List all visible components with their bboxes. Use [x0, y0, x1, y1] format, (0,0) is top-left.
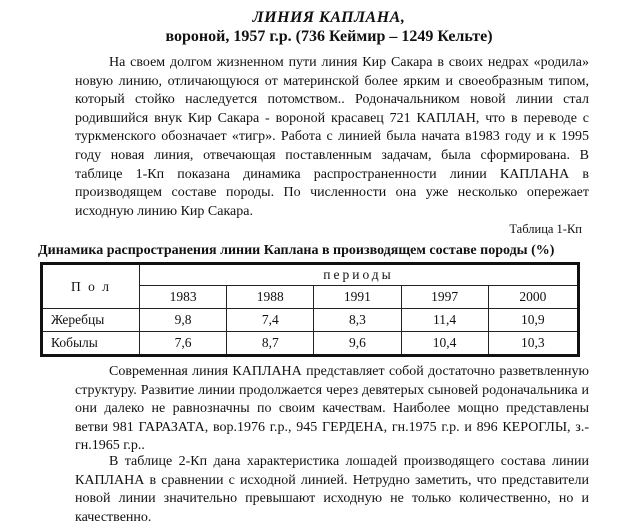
paragraph-comparison-text: В таблице 2-Кп дана характеристика лошадей производящего состава линии КАПЛАНА в сравнении с исходной линией. Нетрудно заметить, что представители новой линии значительно превышают исходную не только количественно, но и качественно. [75, 454, 589, 525]
paragraph-intro-text: На своем долгом жизненном пути линия Кир Сакара в своих недрах «родила» новую линию, отличающуюся от материнской более ярким и своеобразным типом, который стойко наследуется потомством.. Родоначальником новой линии стал родившийся внук Кир Сакара - вороной красавец 721 КАПЛАН, что в переводе с туркменского обозначает «тигр». Работа с линией была начата в1983 году и к 1995 году новая линия, отвечающая поставленным задачам, была сформирована. В таблице 1-Кп показана динамика распространенности линии КАПЛАНА в производящем составе породы. По численности она уже несколько опережает исходную линию Кир Сакара. [75, 55, 589, 219]
paragraph-structure-text: Современная линия КАПЛАНА представляет собой достаточно разветвленную структуру. Развитие линии продолжается через девятерых сыновей родоначальника и они далеко не равнозначны по своим качествам. Наиболее мощно представлены ветви 981 ГАРАЗАТА, вор.1976 г.р., 945 ГЕРДЕНА, гн.1975 г.р. и 896 КЕРОГЛЫ, з.-гн.1965 г.р.. [75, 364, 589, 454]
row-label-stallions: Жеребцы [42, 309, 140, 332]
year-header: 1991 [314, 286, 401, 309]
paragraph-comparison [75, 453, 589, 527]
table-cell: 7,6 [140, 332, 227, 356]
row-label-mares: Кобылы [42, 332, 140, 356]
table-cell: 9,8 [140, 309, 227, 332]
heading-line-2: вороной, 1957 г.р. (736 Кеймир – 1249 Кельте) [165, 28, 493, 45]
table-cell: 8,3 [314, 309, 401, 332]
table-caption: Динамика распространения линии Каплана в производящем составе породы (%) [38, 243, 555, 258]
year-header: 1983 [140, 286, 227, 309]
paragraph-structure [75, 363, 589, 456]
heading-line-1: ЛИНИЯ КАПЛАНА, [252, 9, 406, 26]
table-cell: 7,4 [227, 309, 314, 332]
table-cell: 8,7 [227, 332, 314, 356]
year-header: 2000 [488, 286, 578, 309]
year-header: 1988 [227, 286, 314, 309]
table-cell: 10,3 [488, 332, 578, 356]
table-cell: 9,6 [314, 332, 401, 356]
table-cell: 10,9 [488, 309, 578, 332]
table-row [42, 309, 579, 332]
table-cell: 10,4 [401, 332, 488, 356]
column-header-sex: П о л [42, 264, 140, 309]
table-label: Таблица 1-Кп [509, 222, 582, 236]
table-row [42, 332, 579, 356]
table-cell: 11,4 [401, 309, 488, 332]
column-header-periods: периоды [140, 264, 579, 286]
document-heading [0, 8, 618, 46]
paragraph-intro [75, 54, 589, 221]
table-header-row [42, 264, 579, 286]
dynamics-table [40, 262, 580, 357]
year-header: 1997 [401, 286, 488, 309]
